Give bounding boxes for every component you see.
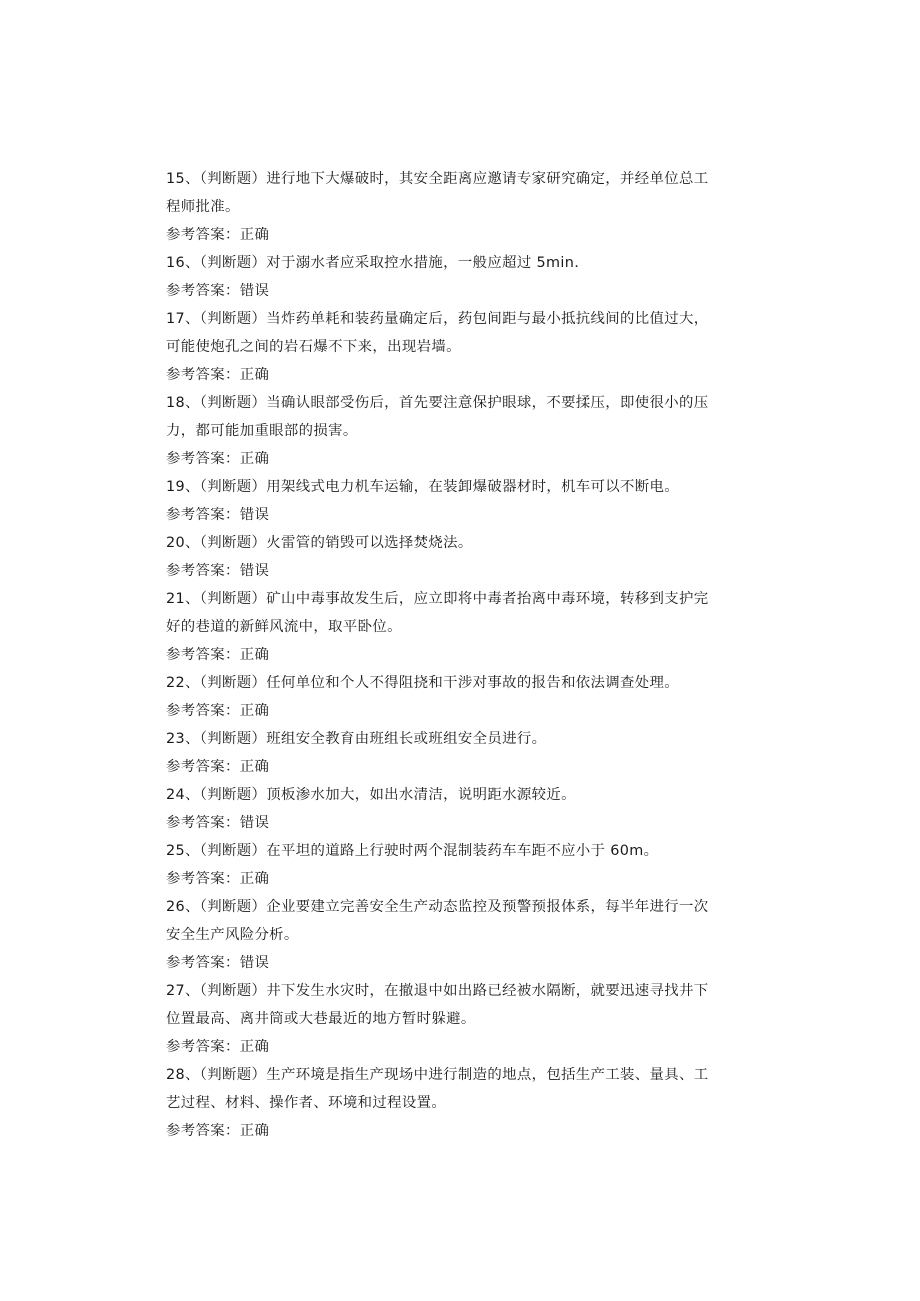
- question-item: [166, 165, 748, 249]
- answer-value: 正确: [239, 703, 270, 719]
- answer-line: [166, 501, 748, 529]
- question-text-line: 24、（判断题）顶板渗水加大，如出水清洁，说明距水源较近。: [166, 787, 576, 803]
- answer-value: 正确: [239, 871, 270, 887]
- answer-line: [166, 949, 748, 977]
- answer-label: 参考答案：: [166, 815, 240, 831]
- question-text-line: 16、（判断题）对于溺水者应采取控水措施，一般应超过 5min.: [166, 255, 580, 271]
- question-text-line: 28、（判断题）生产环境是指生产现场中进行制造的地点，包括生产工装、量具、工: [166, 1067, 709, 1083]
- question-text-line: 26、（判断题）企业要建立完善安全生产动态监控及预警预报体系，每半年进行一次: [166, 899, 709, 915]
- answer-line: [166, 361, 748, 389]
- question-item: [166, 977, 748, 1061]
- question-item: [166, 1061, 748, 1145]
- question-item: [166, 837, 748, 893]
- question-item: [166, 893, 748, 977]
- answer-line: [166, 1033, 748, 1061]
- question-text-line: 可能使炮孔之间的岩石爆不下来，出现岩墙。: [166, 339, 461, 355]
- answer-label: 参考答案：: [166, 1123, 240, 1139]
- question-text-line: 19、（判断题）用架线式电力机车运输，在装卸爆破器材时，机车可以不断电。: [166, 479, 679, 495]
- answer-label: 参考答案：: [166, 871, 240, 887]
- answer-label: 参考答案：: [166, 1039, 240, 1055]
- question-text-line: 艺过程、材料、操作者、环境和过程设置。: [166, 1095, 447, 1111]
- answer-line: [166, 557, 748, 585]
- answer-line: [166, 753, 748, 781]
- answer-value: 正确: [239, 227, 270, 243]
- answer-line: [166, 277, 748, 305]
- answer-value: 错误: [239, 563, 270, 579]
- answer-label: 参考答案：: [166, 451, 240, 467]
- answer-value: 正确: [239, 1123, 270, 1139]
- answer-label: 参考答案：: [166, 367, 240, 383]
- answer-label: 参考答案：: [166, 703, 240, 719]
- answer-label: 参考答案：: [166, 955, 240, 971]
- question-text-line: 好的巷道的新鲜风流中，取平卧位。: [166, 619, 402, 635]
- question-item: [166, 669, 748, 725]
- answer-line: [166, 221, 748, 249]
- answer-value: 错误: [239, 507, 270, 523]
- question-item: [166, 249, 748, 305]
- answer-value: 正确: [239, 1039, 270, 1055]
- answer-label: 参考答案：: [166, 759, 240, 775]
- question-item: [166, 305, 748, 389]
- question-text-line: 18、（判断题）当确认眼部受伤后，首先要注意保护眼球，不要揉压，即使很小的压: [166, 395, 709, 411]
- answer-value: 错误: [239, 955, 270, 971]
- question-text-line: 安全生产风险分析。: [166, 927, 299, 943]
- answer-line: [166, 697, 748, 725]
- question-text-line: 25、（判断题）在平坦的道路上行驶时两个混制装药车车距不应小于 60m。: [166, 843, 659, 859]
- question-text-line: 位置最高、离井筒或大巷最近的地方暂时躲避。: [166, 1011, 476, 1027]
- answer-label: 参考答案：: [166, 283, 240, 299]
- answer-value: 正确: [239, 367, 270, 383]
- question-text-line: 20、（判断题）火雷管的销毁可以选择焚烧法。: [166, 535, 473, 551]
- answer-line: [166, 865, 748, 893]
- question-item: [166, 473, 748, 529]
- answer-line: [166, 641, 748, 669]
- answer-value: 错误: [239, 815, 270, 831]
- answer-label: 参考答案：: [166, 507, 240, 523]
- question-item: [166, 781, 748, 837]
- question-text-line: 力，都可能加重眼部的损害。: [166, 423, 358, 439]
- question-item: [166, 529, 748, 585]
- question-text-line: 17、（判断题）当炸药单耗和装药量确定后，药包间距与最小抵抗线间的比值过大，: [166, 311, 709, 327]
- question-text-line: 21、（判断题）矿山中毒事故发生后，应立即将中毒者抬离中毒环境，转移到支护完: [166, 591, 709, 607]
- question-item: [166, 725, 748, 781]
- answer-label: 参考答案：: [166, 227, 240, 243]
- answer-value: 正确: [239, 647, 270, 663]
- question-text-line: 程师批准。: [166, 199, 240, 215]
- question-text-line: 27、（判断题）井下发生水灾时，在撤退中如出路已经被水隔断，就要迅速寻找井下: [166, 983, 709, 999]
- question-item: [166, 585, 748, 669]
- answer-label: 参考答案：: [166, 647, 240, 663]
- answer-line: [166, 445, 748, 473]
- question-text-line: 23、（判断题）班组安全教育由班组长或班组安全员进行。: [166, 731, 547, 747]
- answer-line: [166, 1117, 748, 1145]
- answer-line: [166, 809, 748, 837]
- question-text-line: 22、（判断题）任何单位和个人不得阻挠和干涉对事故的报告和依法调查处理。: [166, 675, 679, 691]
- question-text-line: 15、（判断题）进行地下大爆破时，其安全距离应邀请专家研究确定，并经单位总工: [166, 171, 709, 187]
- answer-value: 错误: [239, 283, 270, 299]
- answer-value: 正确: [239, 759, 270, 775]
- answer-label: 参考答案：: [166, 563, 240, 579]
- question-item: [166, 389, 748, 473]
- question-list: [166, 165, 748, 1145]
- answer-value: 正确: [239, 451, 270, 467]
